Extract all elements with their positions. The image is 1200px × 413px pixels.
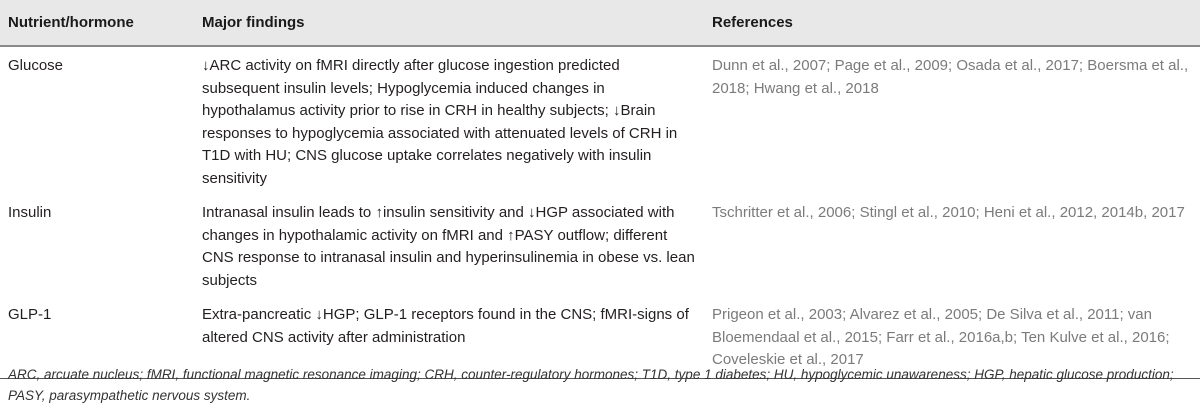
header-findings: Major findings bbox=[194, 0, 704, 46]
header-nutrient: Nutrient/hormone bbox=[0, 0, 194, 46]
cell-references: Tschritter et al., 2006; Stingl et al., 2010; Heni et al., 2012, 2014b, 2017 bbox=[712, 204, 1185, 221]
table-body bbox=[0, 46, 1200, 378]
header-references: References bbox=[704, 0, 1200, 46]
table-footnote: ARC, arcuate nucleus; fMRI, functional magnetic resonance imaging; CRH, counter-regulatory hormones; T1D, type 1 diabetes; HU, hypoglycemic unawareness; HGP, hepatic glucose production; PASY, parasympathetic nervous system. bbox=[8, 367, 1174, 403]
table-row bbox=[0, 194, 1200, 296]
cell-nutrient: GLP-1 bbox=[8, 306, 52, 323]
table-row bbox=[0, 46, 1200, 194]
table-header bbox=[0, 0, 1200, 46]
cell-references: Prigeon et al., 2003; Alvarez et al., 2005; De Silva et al., 2011; van Bloemendaal et al., 2015; Farr et al., 2016a,b; Ten Kulve et al., 2016; Coveleskie et al., 2017 bbox=[712, 306, 1170, 368]
cell-nutrient: Glucose bbox=[8, 57, 64, 74]
header-row bbox=[0, 0, 1200, 46]
cell-references: Dunn et al., 2007; Page et al., 2009; Osada et al., 2017; Boersma et al., 2018; Hwang et al., 2018 bbox=[712, 57, 1189, 97]
cell-findings: ↓ARC activity on fMRI directly after glucose ingestion predicted subsequent insulin levels; Hypoglycemia induced changes in hypothalamus activity prior to rise in CRH in healthy subjects; ↓Brain responses to hypoglycemia associated with attenuated levels of CRH in T1D with HU; CNS glucose uptake correlates negatively with insulin sensitivity bbox=[202, 57, 678, 187]
cell-findings: Intranasal insulin leads to ↑insulin sensitivity and ↓HGP associated with changes in hypothalamic activity on fMRI and ↑PASY outflow; different CNS response to intranasal insulin and hyperinsulinemia in obese vs. lean subjects bbox=[202, 204, 695, 289]
cell-nutrient: Insulin bbox=[8, 204, 52, 221]
cell-findings: Extra-pancreatic ↓HGP; GLP-1 receptors found in the CNS; fMRI-signs of altered CNS activity after administration bbox=[202, 306, 689, 346]
